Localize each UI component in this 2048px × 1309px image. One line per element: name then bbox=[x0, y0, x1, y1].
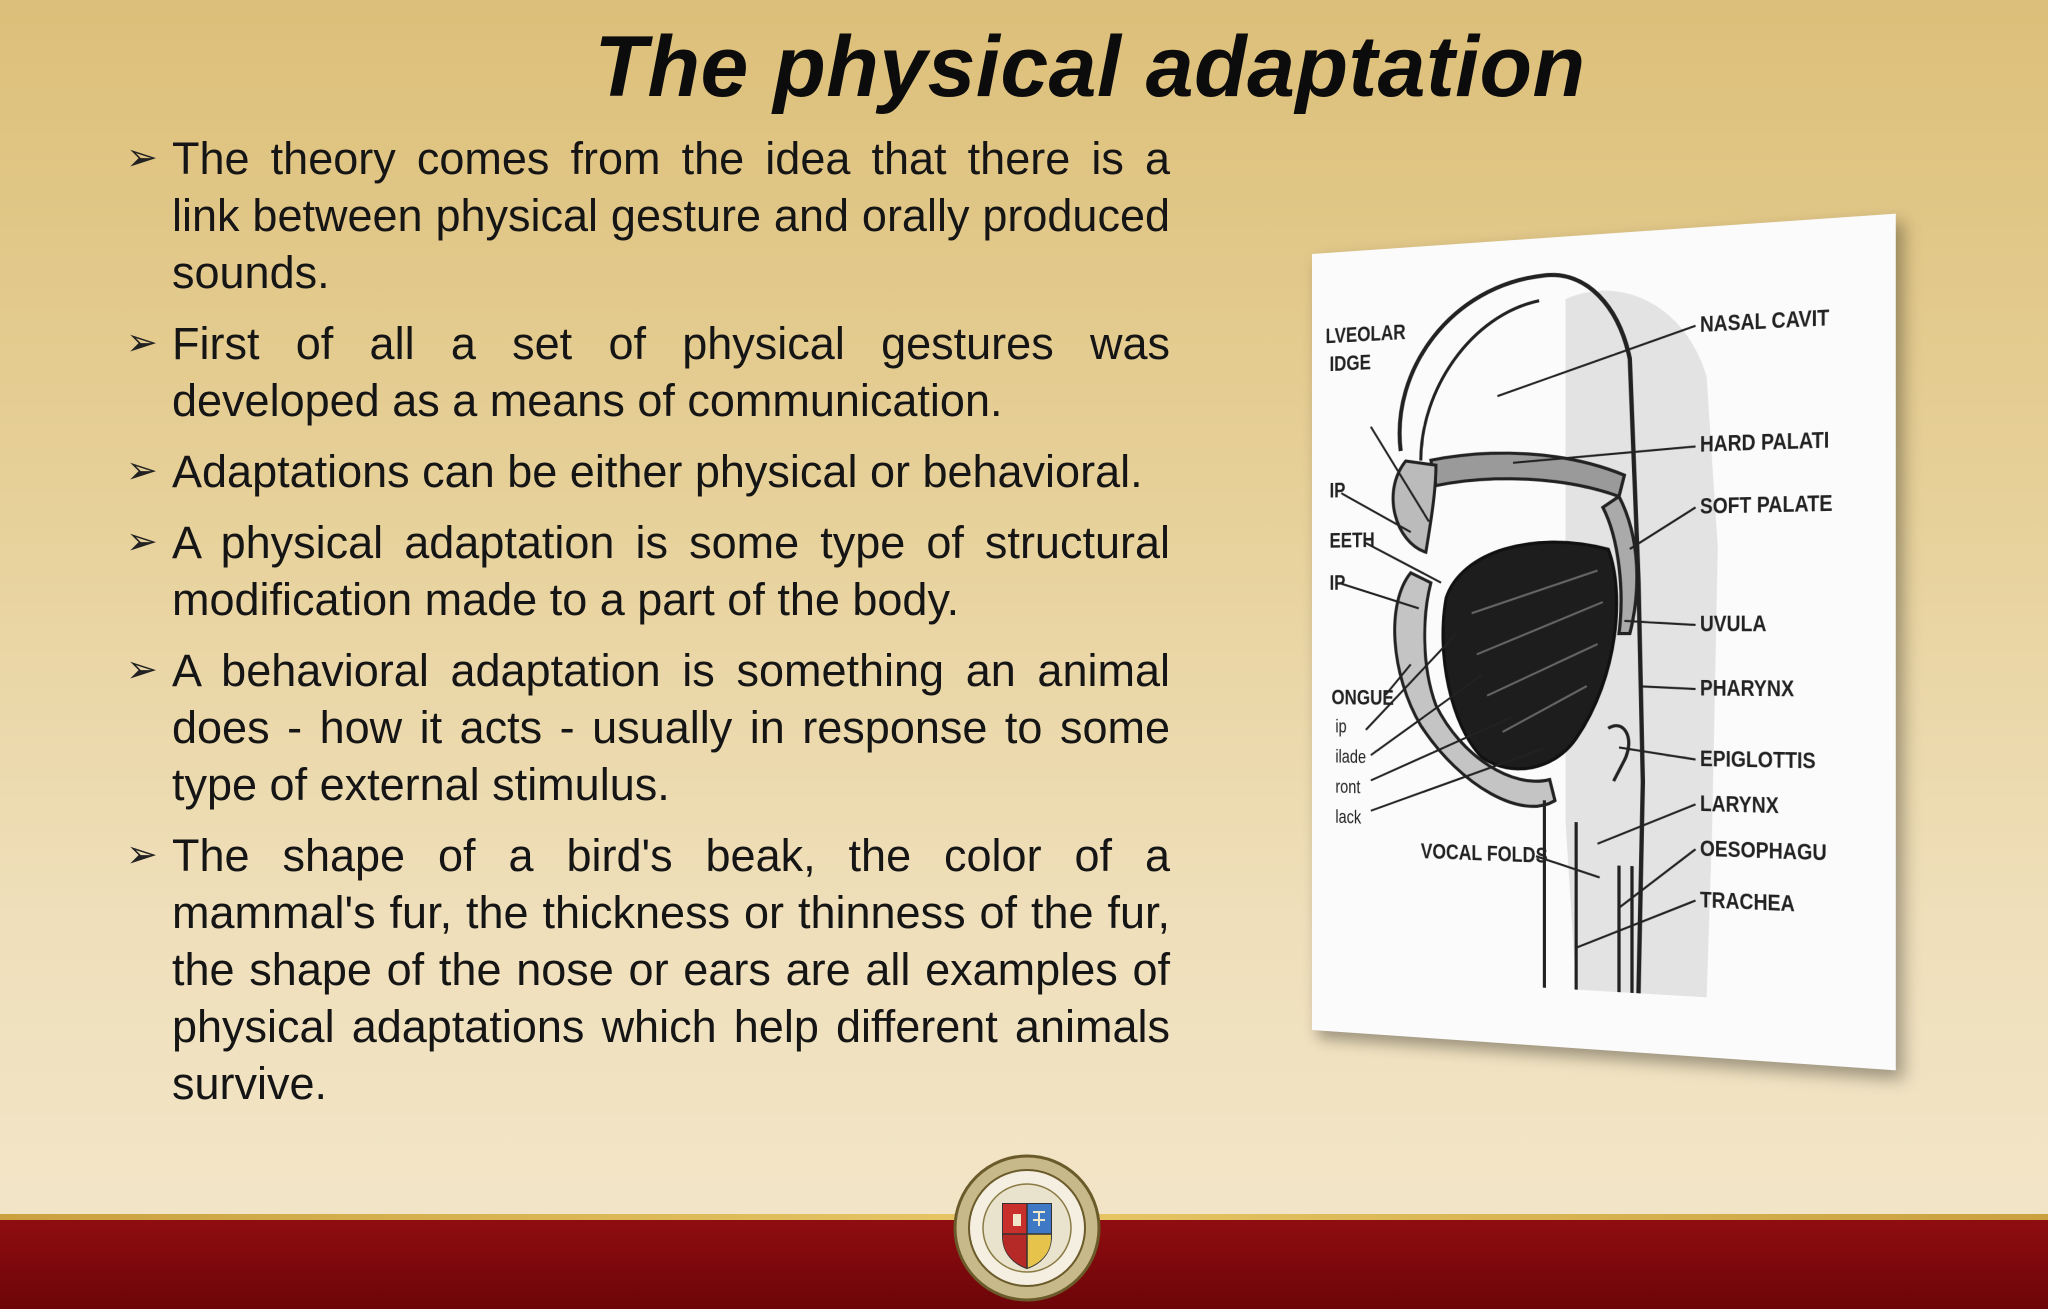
diagram-label: LVEOLAR bbox=[1325, 320, 1406, 349]
diagram-label: ilade bbox=[1335, 746, 1367, 768]
arrow-bullet-icon: ➢ bbox=[126, 834, 158, 876]
arrow-bullet-icon: ➢ bbox=[126, 137, 158, 179]
bullet-item bbox=[122, 443, 1170, 500]
bullet-item bbox=[122, 315, 1170, 429]
bullet-text: First of all a set of physical gestures was developed as a means of communication. bbox=[172, 318, 1170, 426]
diagram-label: HARD PALATI bbox=[1699, 427, 1830, 458]
diagram-label: LARYNX bbox=[1699, 791, 1779, 819]
slide-title: The physical adaptation bbox=[594, 19, 1586, 115]
bullet-item bbox=[122, 827, 1170, 1112]
diagram-label: IP bbox=[1329, 571, 1346, 595]
diagram-label: SOFT PALATE bbox=[1699, 491, 1833, 520]
bullet-text: The theory comes from the idea that there is a link between physical gesture and orally produced sounds. bbox=[172, 133, 1170, 298]
diagram-label: UVULA bbox=[1699, 611, 1767, 637]
diagram-label: EETH bbox=[1329, 528, 1375, 553]
diagram-label: TRACHEA bbox=[1699, 887, 1795, 917]
bullet-text: A physical adaptation is some type of structural modification made to a part of the body. bbox=[172, 517, 1170, 625]
diagram-label: VOCAL FOLDS bbox=[1420, 839, 1548, 869]
diagram-label: PHARYNX bbox=[1699, 676, 1795, 702]
bullet-item bbox=[122, 514, 1170, 628]
diagram-label: NASAL CAVIT bbox=[1699, 305, 1830, 338]
diagram-label: ip bbox=[1335, 716, 1347, 737]
diagram-label: ONGUE bbox=[1331, 686, 1394, 710]
bullet-item bbox=[122, 642, 1170, 813]
vocal-tract-diagram bbox=[1312, 214, 1896, 1071]
bullet-text: The shape of a bird's beak, the color of a mammal's fur, the thickness or thinness of the fur, the shape of the nose or ears are all examples of physical adaptations which help different animals survive. bbox=[172, 830, 1170, 1109]
bullet-text: A behavioral adaptation is something an animal does - how it acts - usually in response to some type of external stimulus. bbox=[172, 645, 1170, 810]
diagram-label: EPIGLOTTIS bbox=[1699, 746, 1816, 774]
arrow-bullet-icon: ➢ bbox=[126, 450, 158, 492]
arrow-bullet-icon: ➢ bbox=[126, 322, 158, 364]
diagram-label: ront bbox=[1335, 776, 1361, 798]
bullet-text: Adaptations can be either physical or behavioral. bbox=[172, 446, 1143, 497]
diagram-label: lack bbox=[1335, 806, 1362, 828]
bullet-item bbox=[122, 130, 1170, 301]
diagram-label: OESOPHAGU bbox=[1699, 836, 1827, 866]
bullet-list bbox=[122, 130, 1170, 1126]
university-seal-logo bbox=[953, 1154, 1101, 1302]
diagram-label: IDGE bbox=[1329, 350, 1371, 377]
diagram-label: IP bbox=[1329, 479, 1346, 503]
arrow-bullet-icon: ➢ bbox=[126, 649, 158, 691]
arrow-bullet-icon: ➢ bbox=[126, 521, 158, 563]
